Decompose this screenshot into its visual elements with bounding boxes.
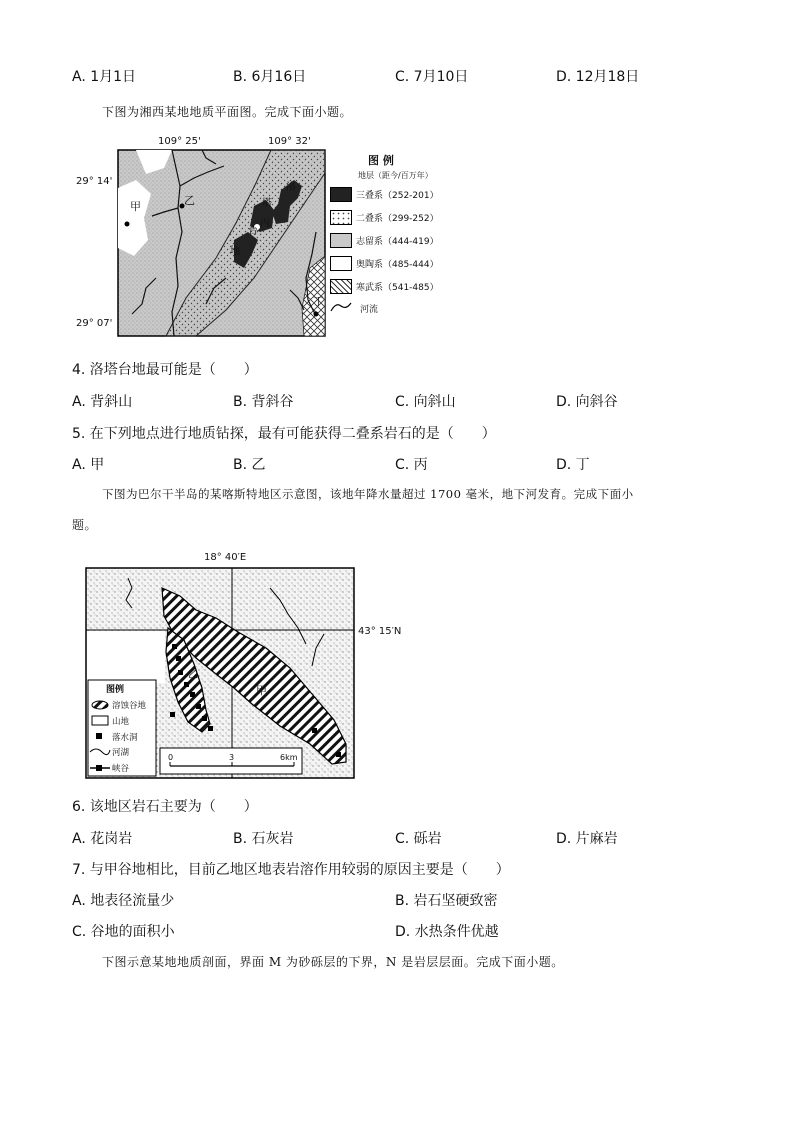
lat2-label: 29° 07': [76, 318, 113, 329]
legend-label-permian: 二叠系（299-252）: [356, 214, 439, 224]
map2-legend-mountain: 山地: [112, 717, 130, 727]
basin-char-2: 塔: [262, 198, 272, 209]
q4-option-d: D. 向斜谷: [556, 394, 618, 410]
legend-label-cambrian: 寒武系（541-485）: [356, 283, 439, 293]
lon2-label: 109° 32': [268, 136, 311, 147]
point-ding: [314, 312, 319, 317]
q6-stem: 6. 该地区岩石主要为（ ）: [72, 799, 258, 815]
q3-option-d: D. 12月18日: [556, 69, 640, 85]
map2-legend-gorge: 峡谷: [112, 764, 130, 774]
map1-legend: [330, 152, 440, 327]
legend-label-ordovician: 奥陶系（485-444）: [356, 260, 439, 270]
legend-label-silurian: 志留系（444-419）: [356, 237, 439, 247]
basin-char-3: 台: [248, 226, 258, 237]
legend-label-river: 河流: [360, 305, 379, 315]
legend-label-triassic: 三叠系（252-201）: [356, 191, 439, 201]
lat1-label: 29° 14': [76, 176, 113, 187]
legend-subtitle: 地层（距今/百万年）: [358, 171, 433, 180]
karst-map-2: [84, 548, 424, 780]
q6-option-a: A. 花岗岩: [72, 831, 133, 847]
basin-char-1: 洛: [286, 182, 296, 193]
q5-option-a: A. 甲: [72, 457, 105, 473]
intro-section3: 下图示意某地地质剖面，界面 M 为砂砾层的下界，N 是岩层层面。完成下面小题。: [102, 955, 564, 969]
q7-option-d: D. 水热条件优越: [395, 924, 499, 940]
label-ding: 丁: [313, 295, 324, 308]
label-bing: 丙: [260, 218, 270, 229]
legend-swatch-permian: [330, 210, 352, 225]
map2-lat-label: 43° 15′N: [358, 626, 402, 637]
q7-option-b: B. 岩石坚硬致密: [395, 893, 498, 909]
basin-char-4: 地: [230, 246, 240, 257]
map2-label-jia: 甲: [256, 684, 267, 697]
legend-mountain-icon: [92, 716, 108, 725]
q7-option-c: C. 谷地的面积小: [72, 924, 175, 940]
map2-label-yi: 乙: [188, 670, 198, 681]
q3-option-b: B. 6月16日: [233, 69, 307, 85]
q4-option-b: B. 背斜谷: [233, 394, 294, 410]
legend-swatch-silurian: [330, 233, 352, 248]
q6-option-c: C. 砾岩: [395, 831, 442, 847]
q4-option-a: A. 背斜山: [72, 394, 133, 410]
legend-title: 图 例: [368, 154, 394, 167]
q6-option-b: B. 石灰岩: [233, 831, 294, 847]
q7-option-a: A. 地表径流量少: [72, 893, 175, 909]
q7-stem: 7. 与甲谷地相比，目前乙地区地表岩溶作用较弱的原因主要是（ ）: [72, 862, 510, 878]
lon1-label: 109° 25': [158, 136, 201, 147]
legend-river-icon: [330, 300, 352, 314]
scale-mid: 3: [229, 753, 235, 762]
legend-swatch-triassic: [330, 187, 352, 202]
map2-lon-label: 18° 40′E: [204, 552, 247, 563]
legend-swatch-cambrian: [330, 279, 352, 294]
point-jia: [125, 222, 130, 227]
q5-stem: 5. 在下列地点进行地质钻探，最有可能获得二叠系岩石的是（ ）: [72, 426, 496, 442]
label-yi: 乙: [184, 194, 195, 207]
legend-gorge-icon: [96, 765, 102, 771]
q4-option-c: C. 向斜山: [395, 394, 456, 410]
scale-end: 6km: [280, 753, 298, 762]
intro-map1: 下图为湘西某地地质平面图。完成下面小题。: [102, 105, 353, 119]
q5-option-c: C. 丙: [395, 457, 428, 473]
q6-option-d: D. 片麻岩: [556, 831, 618, 847]
map2-legend-title: 图例: [106, 685, 125, 695]
map2-legend-valley: 溶蚀谷地: [112, 701, 147, 711]
map2-legend-sinkhole: 落水洞: [112, 733, 138, 743]
map2-legend-river: 河湖: [112, 748, 130, 758]
legend-valley-icon: [92, 701, 108, 709]
label-jia: 甲: [130, 200, 141, 213]
q4-stem: 4. 洛塔台地最可能是（ ）: [72, 362, 258, 378]
q3-option-c: C. 7月10日: [395, 69, 469, 85]
q5-option-d: D. 丁: [556, 457, 590, 473]
scale-zero: 0: [168, 753, 174, 762]
legend-swatch-ordovician: [330, 256, 352, 271]
q3-option-a: A. 1月1日: [72, 69, 137, 85]
q5-option-b: B. 乙: [233, 457, 266, 473]
intro-map2-line2: 题。: [72, 518, 98, 532]
intro-map2-line1: 下图为巴尔干半岛的某喀斯特地区示意图，该地年降水量超过 1700 毫米，地下河发育。完成下面小: [102, 487, 634, 501]
legend-sinkhole-icon: [96, 733, 102, 739]
